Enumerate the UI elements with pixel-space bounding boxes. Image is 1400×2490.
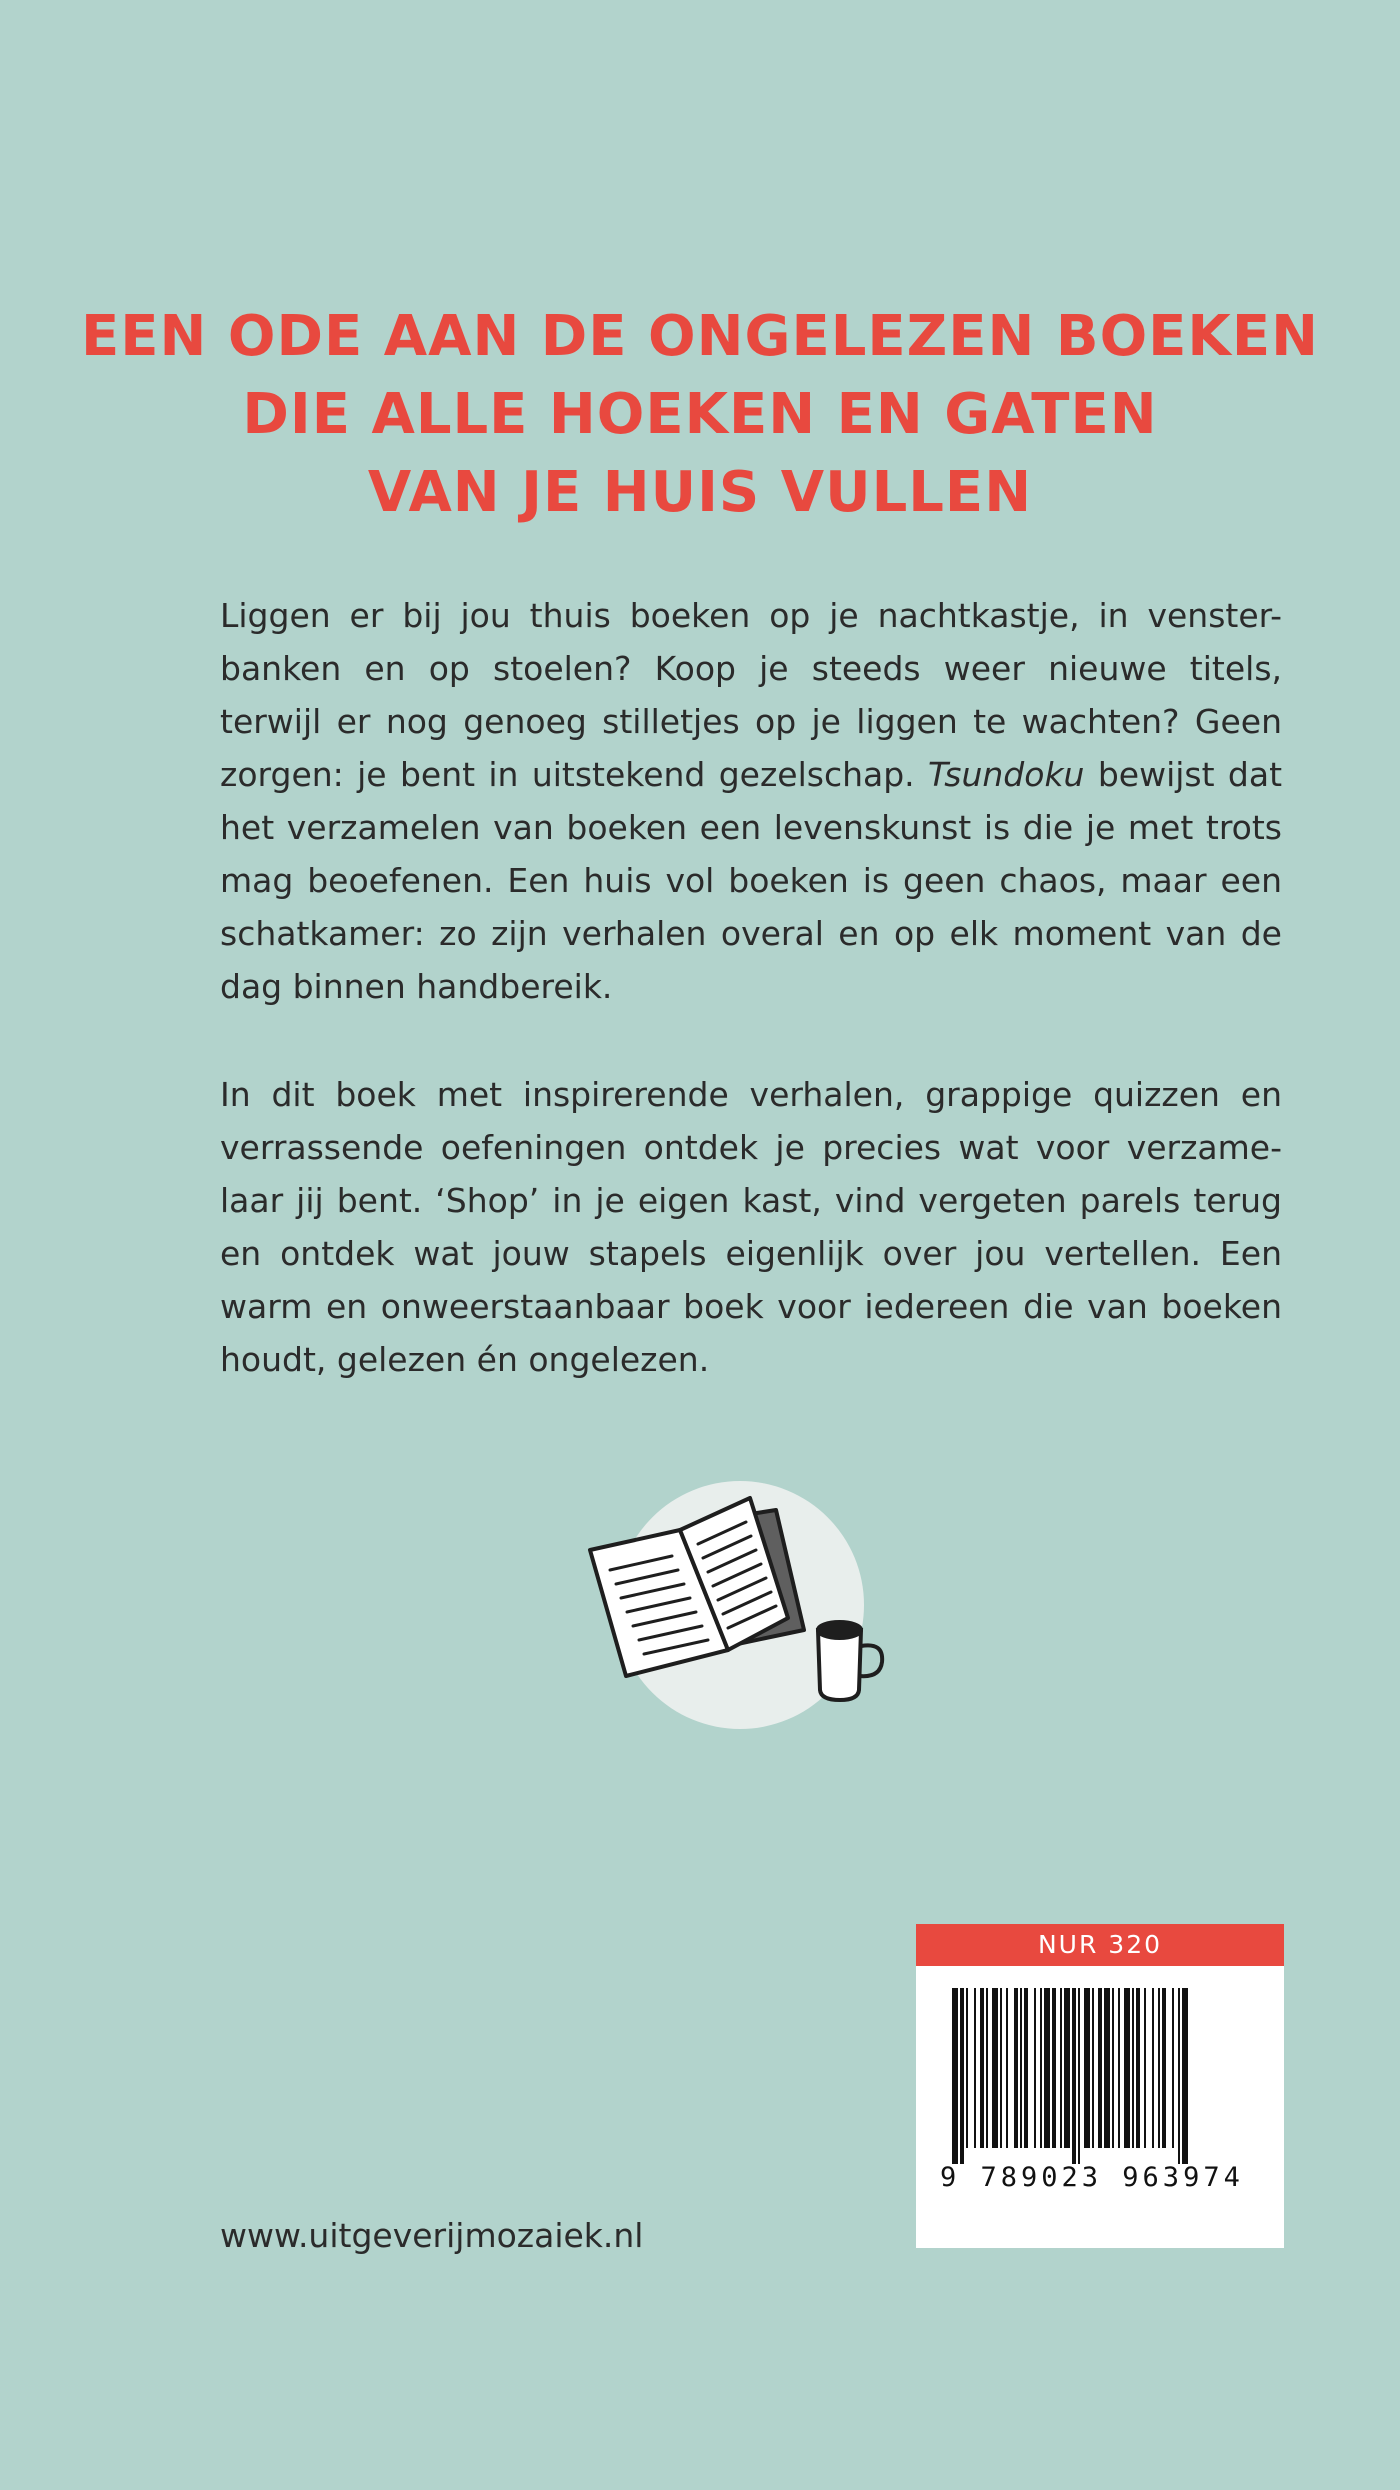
paragraph-line: het verzamelen van boeken een levenskunst is die je met trots bbox=[220, 808, 1282, 847]
paragraph-line: In dit boek met inspirerende verhalen, grappige quizzen en bbox=[220, 1075, 1282, 1114]
barcode-bar bbox=[1084, 1988, 1090, 2148]
barcode-bar bbox=[1158, 1988, 1160, 2148]
barcode-bar bbox=[1118, 1988, 1120, 2148]
barcode-bar bbox=[1034, 1988, 1036, 2148]
blurb-paragraph-2 bbox=[220, 1068, 1282, 1386]
barcode-bar bbox=[1040, 1988, 1042, 2148]
barcode-bar bbox=[952, 1988, 958, 2164]
barcode-bar bbox=[1072, 1988, 1076, 2164]
barcode-bar bbox=[1136, 1988, 1140, 2148]
barcode-bar bbox=[1024, 1988, 1028, 2148]
barcode-bar bbox=[986, 1988, 988, 2148]
paragraph-fragment: bewijst dat bbox=[1097, 755, 1283, 794]
barcode-bar bbox=[1014, 1988, 1018, 2148]
paragraph-line: banken en op stoelen? Koop je steeds weer nieuwe titels, bbox=[220, 649, 1282, 688]
paragraph-line: mag beoefenen. Een huis vol boeken is geen chaos, maar een bbox=[220, 861, 1282, 900]
blurb-paragraph-1 bbox=[220, 589, 1282, 1013]
barcode-bar bbox=[1172, 1988, 1174, 2148]
paragraph-line: houdt, gelezen én ongelezen. bbox=[220, 1340, 710, 1379]
barcode-bar bbox=[1000, 1988, 1002, 2148]
barcode-bar bbox=[1132, 1988, 1134, 2148]
barcode-bar bbox=[1052, 1988, 1056, 2148]
barcode-bar bbox=[974, 1988, 976, 2148]
paragraph-line: en ontdek wat jouw stapels eigenlijk over jou vertellen. Een bbox=[220, 1234, 1282, 1273]
paragraph-line: Liggen er bij jou thuis boeken op je nachtkastje, in venster- bbox=[220, 596, 1282, 635]
paragraph-line: schatkamer: zo zijn verhalen overal en op elk moment van de bbox=[220, 914, 1282, 953]
barcode-bar bbox=[1152, 1988, 1154, 2148]
barcode-box bbox=[916, 1924, 1284, 2248]
barcode-bar bbox=[1006, 1988, 1008, 2148]
paragraph-line: dag binnen handbereik. bbox=[220, 967, 613, 1006]
barcode-bar bbox=[1092, 1988, 1094, 2148]
barcode-bar bbox=[1144, 1988, 1146, 2148]
nur-code: NUR 320 bbox=[916, 1924, 1284, 1966]
book-and-coffee-illustration bbox=[580, 1470, 920, 1730]
paragraph-line: laar jij bent. ‘Shop’ in je eigen kast, vind vergeten parels terug bbox=[220, 1181, 1282, 1220]
barcode-bar bbox=[1044, 1988, 1050, 2148]
coffee-mug-icon bbox=[818, 1622, 882, 1700]
paragraph-line: verrassende oefeningen ontdek je precies wat voor verzame- bbox=[220, 1128, 1282, 1167]
barcode-bar bbox=[980, 1988, 984, 2148]
barcode-bar bbox=[966, 1988, 968, 2148]
barcode-bar bbox=[1104, 1988, 1110, 2148]
headline-line-1: EEN ODE AAN DE ONGELEZEN BOEKEN bbox=[81, 304, 1319, 369]
headline-line-2: DIE ALLE HOEKEN EN GATEN bbox=[242, 382, 1158, 447]
headline bbox=[0, 298, 1400, 532]
paragraph-fragment: zorgen: je bent in uitstekend gezelschap. bbox=[220, 755, 915, 794]
paragraph-line: terwijl er nog genoeg stilletjes op je liggen te wachten? Geen bbox=[220, 702, 1282, 741]
barcode-bar bbox=[992, 1988, 998, 2148]
barcode-bar bbox=[1162, 1988, 1166, 2148]
barcode-bar bbox=[1078, 1988, 1080, 2164]
barcode-bar bbox=[1060, 1988, 1062, 2148]
book-title-italic: Tsundoku bbox=[928, 755, 1085, 794]
isbn-barcode bbox=[930, 1988, 1270, 2164]
barcode-bar bbox=[1124, 1988, 1130, 2148]
paragraph-line: warm en onweerstaanbaar boek voor iedereen die van boeken bbox=[220, 1287, 1282, 1326]
barcode-bar bbox=[1098, 1988, 1102, 2148]
barcode-bar bbox=[1182, 1988, 1188, 2164]
barcode-bar bbox=[960, 1988, 964, 2164]
paragraph-line bbox=[220, 748, 1282, 801]
barcode-bar bbox=[1020, 1988, 1022, 2148]
barcode-bar bbox=[1064, 1988, 1070, 2148]
barcode-bar bbox=[1178, 1988, 1180, 2164]
headline-line-3: VAN JE HUIS VULLEN bbox=[367, 460, 1033, 525]
isbn-digits: 9 789023 963974 bbox=[940, 2162, 1244, 2193]
barcode-bar bbox=[1112, 1988, 1114, 2148]
publisher-website: www.uitgeverijmozaiek.nl bbox=[220, 2216, 644, 2255]
